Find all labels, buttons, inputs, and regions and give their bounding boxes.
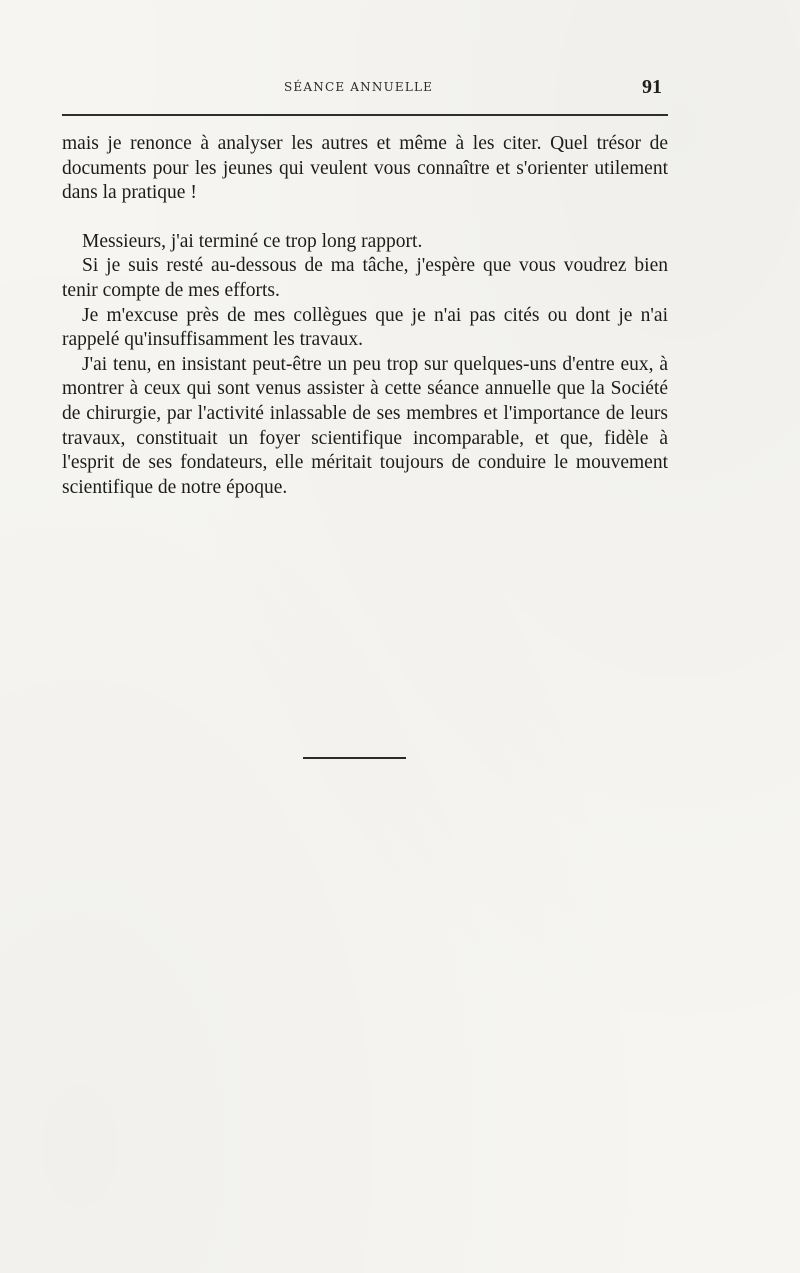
paragraph-excuse: Je m'excuse près de mes collègues que je n'ai pas cités ou dont je n'ai rappelé qu'insuffisamment les travaux. — [62, 304, 668, 351]
body-text — [62, 132, 668, 500]
paragraph-conclusion: J'ai tenu, en insistant peut-être un peu trop sur quelques-uns d'entre eux, à montrer à ceux qui sont venus assister à cette séance annuelle que la Société de chirurgie, par l'activité inlassable de ses membres et l'importance de leurs travaux, constituait un foyer scientifique incomparable, et que, fidèle à l'esprit de ses fondateurs, elle méritait toujours de conduire le mouvement scientifique de notre époque. — [62, 353, 668, 498]
end-divider — [303, 757, 406, 759]
paragraph-apology: Si je suis resté au-dessous de ma tâche, j'espère que vous voudrez bien tenir compte de mes efforts. — [62, 255, 668, 301]
paragraph-closing-remark: Messieurs, j'ai terminé ce trop long rapport. — [82, 230, 423, 252]
header-divider — [62, 114, 668, 116]
page-number: 91 — [642, 76, 662, 98]
running-head — [62, 76, 662, 102]
running-title: SÉANCE ANNUELLE — [284, 80, 434, 94]
paragraph-continued: mais je renonce à analyser les autres et même à les citer. Quel trésor de documents pour les jeunes qui veulent vous connaître et s'orienter utilement dans la pratique ! — [62, 133, 668, 204]
